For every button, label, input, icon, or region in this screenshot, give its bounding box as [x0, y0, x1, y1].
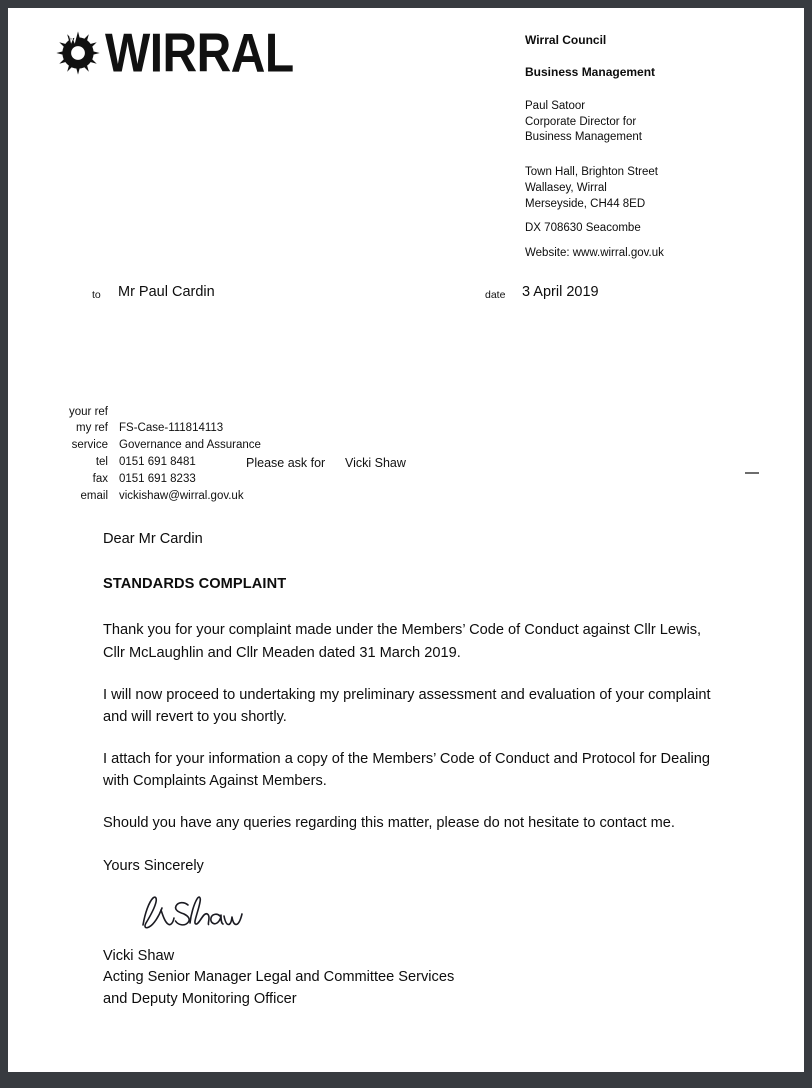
officer-details [525, 99, 775, 146]
officer-name: Paul Satoor [525, 99, 586, 112]
body-paragraph-1: Thank you for your complaint made under the Members’ Code of Conduct against Cllr Lewis, Cllr McLaughlin and Cllr Meaden dated 31 March 2019. [103, 622, 702, 661]
dx-number: DX 708630 Seacombe [525, 222, 641, 235]
wirral-sunburst-logo-icon [55, 30, 101, 76]
fax-label: fax [92, 472, 108, 485]
signature-details [103, 946, 623, 1010]
letter-body [103, 528, 718, 877]
wirral-logo [55, 21, 294, 84]
wirral-wordmark: WIRRAL [105, 21, 294, 83]
reference-block [8, 406, 804, 507]
please-ask-for-value: Vicki Shaw [345, 455, 406, 470]
service-label: service [71, 438, 108, 451]
organisation-name: Wirral Council [525, 33, 607, 47]
address-spacer-2 [525, 237, 775, 246]
address-line-2: Wallasey, Wirral [525, 181, 607, 194]
department-name: Business Management [525, 64, 656, 79]
letter-page [8, 8, 804, 1072]
website-line: Website: www.wirral.gov.uk [525, 247, 664, 260]
your-ref-label: your ref [69, 406, 108, 418]
subject-heading: STANDARDS COMPLAINT [103, 576, 287, 593]
reference-row-my-ref [8, 422, 804, 439]
letter-date: 3 April 2019 [522, 284, 599, 300]
email-value: vickishaw@wirral.gov.uk [119, 489, 244, 502]
to-label: to [92, 289, 101, 301]
address-spacer [525, 212, 775, 221]
body-paragraph-2: I will now proceed to undertaking my preliminary assessment and evaluation of your complaint and will revert to you shortly. [103, 686, 711, 725]
postal-address [525, 165, 775, 262]
letterhead-address-column [525, 33, 775, 262]
service-value: Governance and Assurance [119, 438, 261, 451]
tel-value: 0151 691 8481 [119, 455, 196, 468]
email-label: email [80, 489, 108, 502]
signatory-name: Vicki Shaw [103, 948, 175, 964]
letterhead [8, 8, 804, 258]
reference-row-your-ref [8, 406, 804, 422]
body-paragraph-3: I attach for your information a copy of the Members’ Code of Conduct and Protocol for Dealing with Complaints Against Members. [103, 751, 711, 790]
officer-title-line-1: Corporate Director for [525, 115, 637, 128]
reference-row-tel [8, 456, 804, 473]
my-ref-label: my ref [76, 421, 108, 434]
please-ask-for-label: Please ask for [246, 455, 326, 470]
address-line-1: Town Hall, Brighton Street [525, 166, 658, 179]
my-ref-value: FS-Case-111814113 [119, 421, 224, 434]
handwritten-signature [136, 888, 256, 936]
officer-title-line-2: Business Management [525, 131, 642, 144]
date-label: date [485, 289, 506, 301]
tel-label: tel [95, 455, 108, 468]
recipient-row [8, 283, 804, 307]
fax-value: 0151 691 8233 [119, 472, 196, 485]
address-line-3: Merseyside, CH44 8ED [525, 197, 646, 210]
reference-row-email [8, 490, 804, 507]
sign-off: Yours Sincerely [103, 857, 204, 874]
recipient-name: Mr Paul Cardin [118, 284, 215, 300]
scan-artifact-mark [745, 472, 759, 474]
reference-row-service [8, 439, 804, 456]
reference-row-fax [8, 473, 804, 490]
signatory-role-line-1: Acting Senior Manager Legal and Committee Services [103, 969, 455, 986]
salutation: Dear Mr Cardin [103, 531, 203, 547]
body-paragraph-4: Should you have any queries regarding this matter, please do not hesitate to contact me. [103, 815, 675, 832]
signatory-role-line-2: and Deputy Monitoring Officer [103, 990, 297, 1007]
